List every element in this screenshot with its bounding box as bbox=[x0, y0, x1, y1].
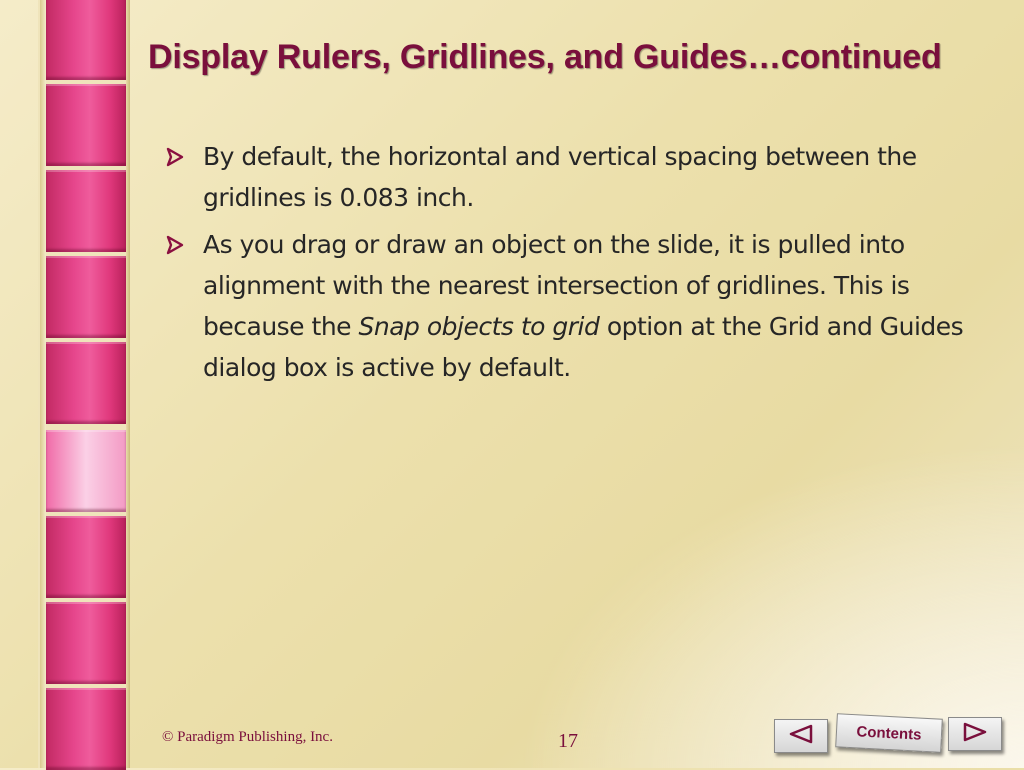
left-triangle-icon bbox=[787, 724, 815, 748]
decorative-strip-edge-right bbox=[126, 0, 130, 768]
contents-button-label: Contents bbox=[856, 722, 922, 744]
bullet-text: option at the Grid and Guides dialog box is active by default. bbox=[203, 312, 964, 382]
bullet-arrow-icon bbox=[166, 136, 188, 177]
previous-slide-button[interactable] bbox=[774, 719, 828, 753]
bullet-item bbox=[166, 224, 976, 388]
slide-title: Display Rulers, Gridlines, and Guides…continued bbox=[148, 38, 942, 76]
contents-button[interactable] bbox=[835, 713, 943, 753]
bullet-text-emphasis: Snap objects to grid bbox=[358, 312, 600, 341]
bullet-list bbox=[166, 136, 976, 394]
bullet-text: By default, the horizontal and vertical spacing between the gridlines is 0.083 inch. bbox=[203, 142, 917, 212]
next-slide-button[interactable] bbox=[948, 717, 1002, 751]
bullet-arrow-icon bbox=[166, 224, 188, 265]
bullet-item bbox=[166, 136, 976, 218]
copyright-notice: © Paradigm Publishing, Inc. bbox=[162, 729, 333, 745]
page-number: 17 bbox=[558, 730, 578, 752]
bullet-text: As you drag or draw an object on the slide, it is pulled into alignment with the nearest intersection of gridlines. This is because the bbox=[203, 230, 910, 341]
right-triangle-icon bbox=[961, 722, 989, 746]
decorative-pink-strip bbox=[46, 0, 126, 768]
